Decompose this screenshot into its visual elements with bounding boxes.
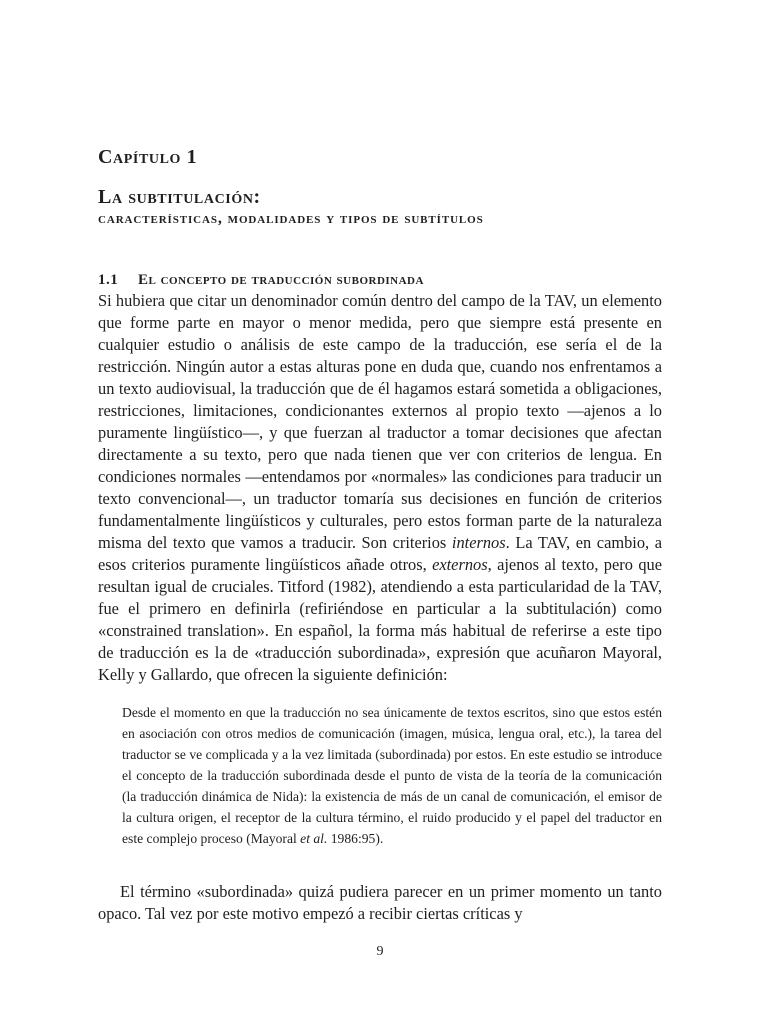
body-paragraph-2: El término «subordinada» quizá pudiera parecer en un primer momento un tanto opaco. Tal vez por este motivo empezó a recibir ciertas críticas y <box>98 882 662 923</box>
section-number: 1.1 <box>98 272 119 288</box>
paragraph-text: , ajenos al texto, pero que resultan igual de cruciales. Titford (1982), atendiendo a esta particularidad de la TAV, fue el primero en definirla (refiriéndose en particular a la subtitulación) como «constrained translation». En español, la forma más habitual de referirse a este tipo de traducción es la de «traducción subordinada», expresión que acuñaron Mayoral, Kelly y Gallardo, que ofrecen la siguiente definición: <box>98 555 662 684</box>
emphasis-text: et al. <box>300 831 328 846</box>
chapter-title: La subtitulación: <box>98 186 261 208</box>
paragraph-text: Si hubiera que citar un denominador común dentro del campo de la TAV, un elemento que forme parte en mayor o menor medida, pero que siempre está presente en cualquier estudio o análisis de este campo de la traducción, ese sería el de la restricción. Ningún autor a estas alturas pone en duda que, cuando nos enfrentamos a un texto audiovisual, la traducción que de él hagamos estará sometida a obligaciones, restricciones, limitaciones, condicionantes externos al propio texto —ajenos a lo puramente lingüístico—, y que fuerzan al traductor a tomar decisiones que afectan directamente a su texto, pero que nada tienen que ver con criterios de lengua. En condiciones normales —entendamos por «normales» las condiciones para traducir un texto convencional—, un traductor tomaría sus decisiones en función de criterios fundamentalmente lingüísticos y culturales, pero estos forman parte de la naturaleza misma del texto que vamos a traducir. Son criterios <box>98 291 662 552</box>
quote-text: Desde el momento en que la traducción no sea únicamente de textos escritos, sino que estos estén en asociación con otros medios de comunicación (imagen, música, lengua oral, etc.), la tarea del traductor se ve complicada y a la vez limitada (subordinada) por estos. En este estudio se introduce el concepto de la traducción subordinada desde el punto de vista de la teoría de la comunicación (la traducción dinámica de Nida): la existencia de más de un canal de comunicación, el emisor de la cultura origen, el receptor de la cultura término, el ruido producido y el papel del traductor en este complejo proceso (Mayoral <box>122 705 662 846</box>
chapter-subtitle: características, modalidades y tipos de subtítulos <box>98 210 484 227</box>
paragraph-text: . La TAV, en cambio, a esos criterios puramente lingüísticos añade otros, <box>98 533 663 574</box>
body-paragraph-1 <box>98 290 662 686</box>
block-quote <box>122 702 662 849</box>
page-number: 9 <box>376 944 384 959</box>
emphasis-text: externos <box>432 555 488 574</box>
section-heading <box>98 270 424 290</box>
section-title: El concepto de traducción subordinada <box>138 272 424 288</box>
book-page <box>98 0 662 1024</box>
chapter-label: Capítulo 1 <box>98 146 198 168</box>
emphasis-text: internos <box>451 533 506 552</box>
quote-text: 1986:95). <box>327 831 384 846</box>
